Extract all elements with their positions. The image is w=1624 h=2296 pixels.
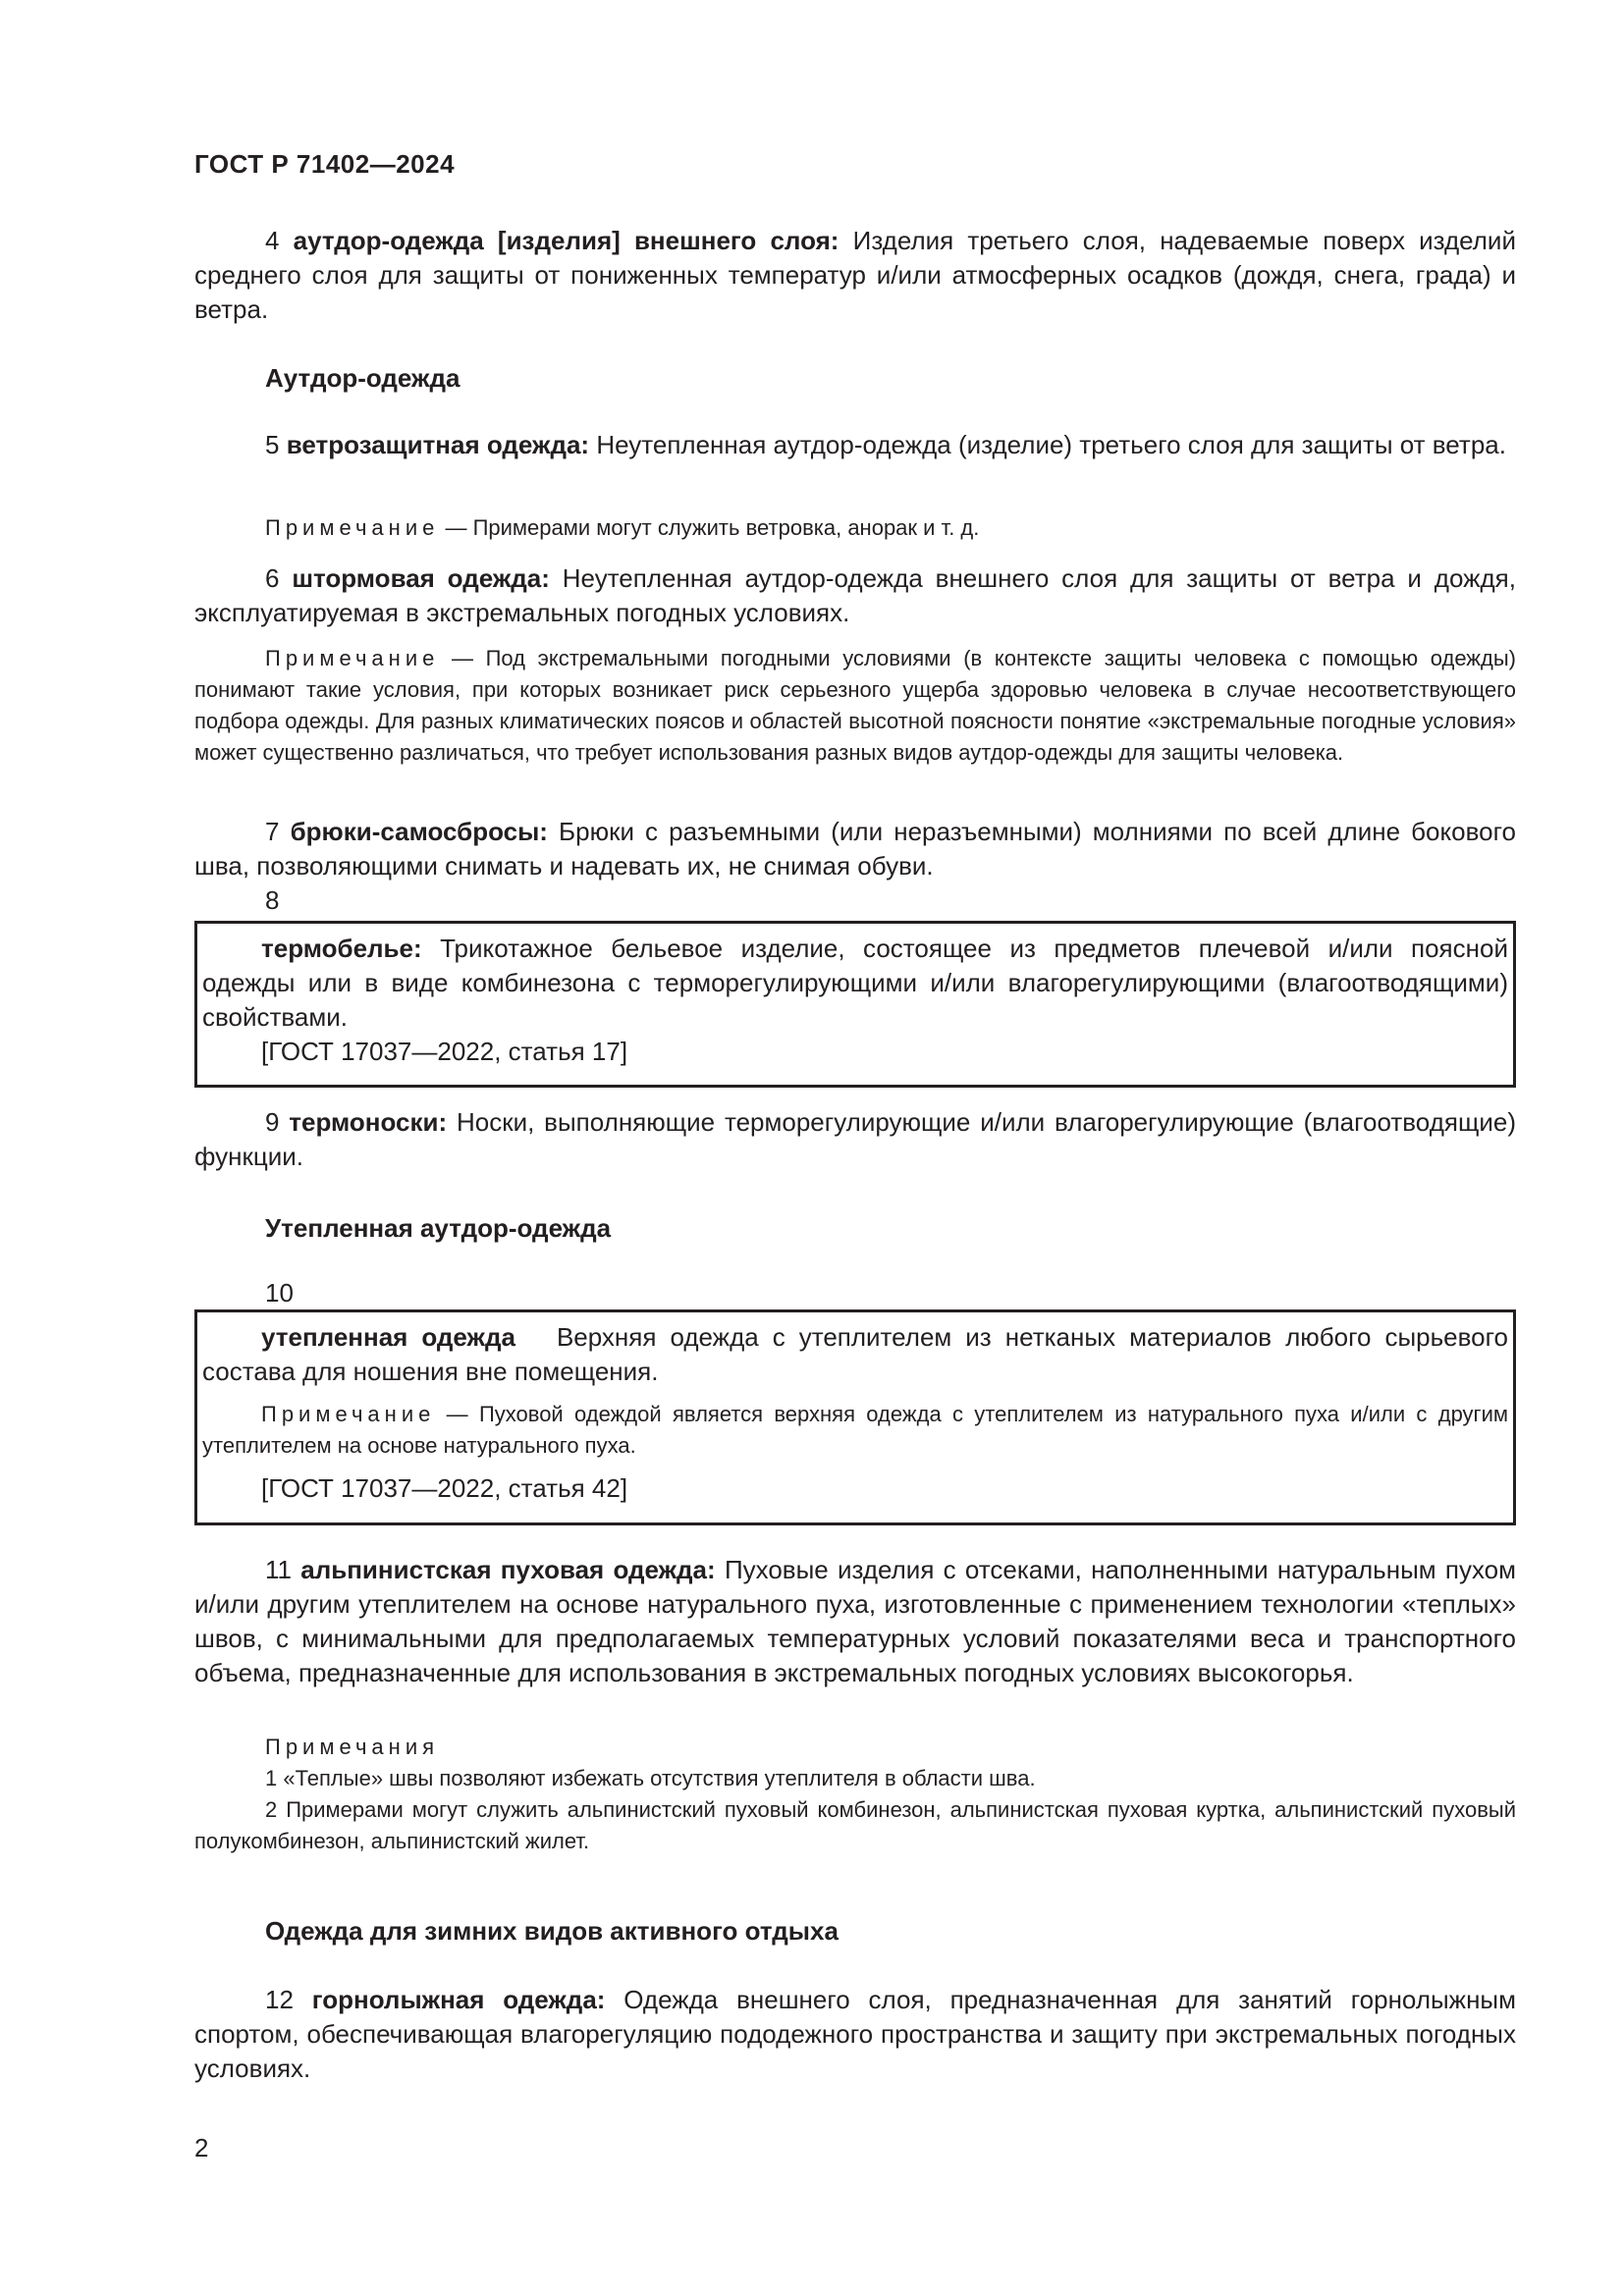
- term: аутдор-одежда [изделия] внешнего слоя:: [293, 226, 839, 255]
- note: 1 «Теплые» швы позволяют избежать отсутствия утеплителя в области шва.: [265, 1766, 1036, 1790]
- term-entry-11: 11 альпинистская пуховая одежда: Пуховые изделия с отсеками, наполненными натуральным пухом и/или другим утеплителем на основе натурального пуха, изготовленные с применением технологии «теплых» швов, с минимальными для предполагаемых температурных условий показателями веса и транспортного объема, предназначенные для использования в экстремальных погодных условиях высокогорья.: [194, 1555, 1516, 1687]
- standard-header: ГОСТ Р 71402—2024: [194, 149, 456, 179]
- term-entry-5: 5 ветрозащитная одежда: Неутепленная аутдор-одежда (изделие) третьего слоя для защиты от ветра.: [265, 430, 1506, 459]
- note: 2 Примерами могут служить альпинистский пуховый комбинезон, альпинистская пуховая куртка, альпинистский пуховый полукомбинезон, альпинистский жилет.: [194, 1797, 1516, 1853]
- term: альпинистская пуховая одежда:: [300, 1555, 716, 1584]
- source-reference: [ГОСТ 17037—2022, статья 42]: [261, 1473, 628, 1503]
- term: брюки-самосбросы:: [290, 817, 548, 846]
- term-entry-4: 4 аутдор-одежда [изделия] внешнего слоя: Изделия третьего слоя, надеваемые поверх изделий среднего слоя для защиты от пониженных температур и/или атмосферных осадков (дождя, снега, града) и ветра.: [194, 226, 1516, 324]
- term-entry-12: 12 горнолыжная одежда: Одежда внешнего слоя, предназначенная для занятий горнолыжным спортом, обеспечивающая влагорегуляцию пододежного пространства и защиту при экстремальных погодных условиях.: [194, 1985, 1516, 2083]
- section-heading: Аутдор-одежда: [265, 363, 460, 393]
- notes-label: Примечания: [265, 1735, 440, 1759]
- term: термобелье:: [261, 934, 422, 963]
- term-number: 10: [265, 1278, 294, 1308]
- source-reference: [ГОСТ 17037—2022, статья 17]: [261, 1037, 628, 1066]
- term-entry-8: термобелье: Трикотажное бельевое изделие, состоящее из предметов плечевой и/или поясной одежды или в виде комбинезона с терморегулирующими и/или влагорегулирующими (влагоотводящими) свойствами.: [202, 934, 1508, 1032]
- page-number: 2: [194, 2133, 209, 2163]
- note: Примечание — Пуховой одеждой является верхняя одежда с утеплителем из натурального пуха и/или с другим утеплителем на основе натурального пуха.: [202, 1402, 1508, 1458]
- term-entry-9: 9 термоноски: Носки, выполняющие терморегулирующие и/или влагорегулирующие (влагоотводящие) функции.: [194, 1107, 1516, 1171]
- section-heading: Утепленная аутдор-одежда: [265, 1213, 612, 1243]
- term: термоноски:: [289, 1107, 448, 1137]
- term: ветрозащитная одежда:: [286, 430, 590, 459]
- term-number: 8: [265, 885, 280, 915]
- note: Примечание — Под экстремальными погодными условиями (в контексте защиты человека с помощью одежды) понимают такие условия, при которых возникает риск серьезного ущерба здоровью человека в случае несоответствующего подбора одежды. Для разных климатических поясов и областей высотной поясности понятие «экстремальные погодные условия» может существенно различаться, что требует использования разных видов аутдор-одежды для защиты человека.: [194, 646, 1516, 765]
- term-entry-10: утепленная одежда Верхняя одежда с утеплителем из нетканых материалов любого сырьевого состава для ношения вне помещения.: [202, 1322, 1508, 1386]
- note: Примечание — Примерами могут служить ветровка, анорак и т. д.: [265, 515, 980, 540]
- term-entry-7: 7 брюки-самосбросы: Брюки с разъемными (или неразъемными) молниями по всей длине бокового шва, позволяющими снимать и надевать их, не снимая обуви.: [194, 817, 1516, 881]
- section-heading: Одежда для зимних видов активного отдыха: [265, 1916, 839, 1946]
- quoted-term-box: [194, 921, 1516, 1088]
- quoted-term-box: [194, 1309, 1516, 1525]
- term: горнолыжная одежда:: [311, 1985, 606, 2014]
- term: штормовая одежда:: [292, 563, 550, 593]
- term: утепленная одежда: [261, 1322, 515, 1352]
- term-entry-6: 6 штормовая одежда: Неутепленная аутдор-одежда внешнего слоя для защиты от ветра и дождя, эксплуатируемая в экстремальных погодных условиях.: [194, 563, 1516, 627]
